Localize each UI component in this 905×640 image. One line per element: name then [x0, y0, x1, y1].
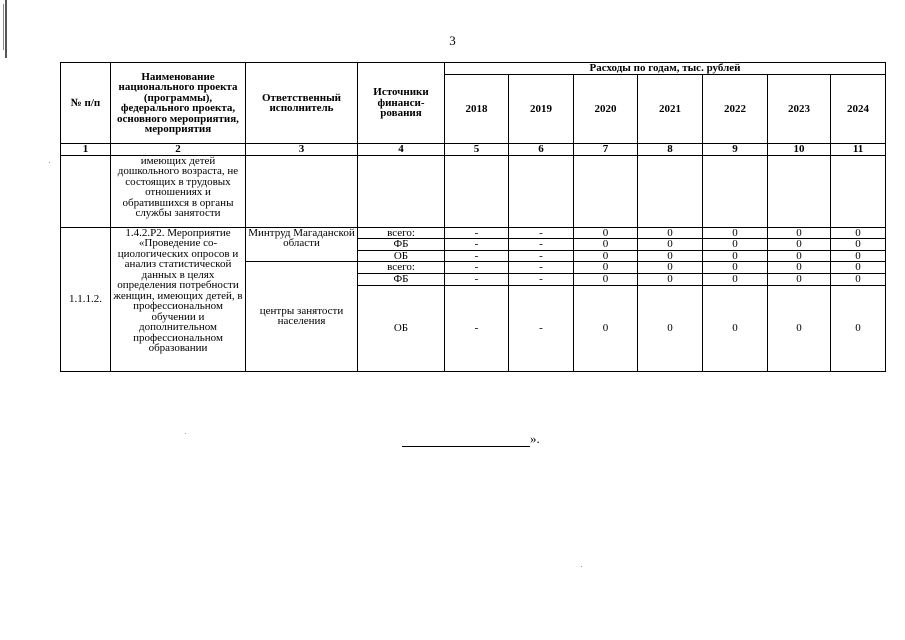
row-name: 1.4.2.Р2. Мероприятие «Проведение со-циологических опросов и анализ статистической данных в целях определения потребности женщин, имеющих детей, в профессиональном обучении и дополнительном профессиональном образовании [111, 227, 246, 371]
column-number: 9 [703, 144, 768, 156]
header-executor: Ответственный исполнитель [246, 63, 358, 144]
scan-speck [581, 566, 582, 567]
column-number: 6 [509, 144, 574, 156]
value-cell: 0 [768, 262, 831, 274]
value-cell: 0 [703, 285, 768, 371]
header-year: 2021 [638, 75, 703, 144]
page-number: 3 [449, 33, 456, 48]
value-cell: 0 [703, 250, 768, 262]
value-cell: 0 [638, 239, 703, 251]
value-cell: 0 [768, 250, 831, 262]
source-cell: ФБ [358, 239, 445, 251]
value-cell: 0 [768, 274, 831, 286]
source-cell: ОБ [358, 285, 445, 371]
value-cell: 0 [831, 250, 886, 262]
value-cell: 0 [768, 285, 831, 371]
value-cell: 0 [768, 227, 831, 239]
header-year: 2018 [445, 75, 509, 144]
column-number: 1 [61, 144, 111, 156]
value-cell: 0 [638, 250, 703, 262]
value-cell: 0 [574, 274, 638, 286]
value-cell: - [445, 274, 509, 286]
value-cell: 0 [703, 227, 768, 239]
scan-speck [185, 433, 186, 434]
header-year: 2020 [574, 75, 638, 144]
column-number: 10 [768, 144, 831, 156]
column-number: 5 [445, 144, 509, 156]
value-cell: 0 [638, 285, 703, 371]
value-cell: - [445, 285, 509, 371]
closing-mark [402, 431, 540, 447]
column-number: 8 [638, 144, 703, 156]
value-cell: 0 [831, 227, 886, 239]
value-cell: 0 [703, 239, 768, 251]
value-cell: - [509, 250, 574, 262]
value-cell: - [509, 262, 574, 274]
scan-speck [49, 162, 50, 163]
closing-underline [402, 435, 530, 447]
source-cell: ОБ [358, 250, 445, 262]
header-year: 2022 [703, 75, 768, 144]
value-cell: 0 [831, 274, 886, 286]
value-cell: 0 [574, 239, 638, 251]
value-cell: - [509, 274, 574, 286]
header-year: 2019 [509, 75, 574, 144]
value-cell: 0 [574, 250, 638, 262]
source-cell: ФБ [358, 274, 445, 286]
header-year: 2024 [831, 75, 886, 144]
table-row [61, 227, 886, 239]
value-cell: 0 [574, 262, 638, 274]
header-number: № п/п [61, 63, 111, 144]
column-number: 4 [358, 144, 445, 156]
value-cell: 0 [831, 239, 886, 251]
value-cell: 0 [703, 274, 768, 286]
value-cell: 0 [638, 274, 703, 286]
source-cell: всего: [358, 262, 445, 274]
value-cell: - [445, 227, 509, 239]
value-cell: - [445, 250, 509, 262]
value-cell: 0 [831, 262, 886, 274]
value-cell: - [509, 227, 574, 239]
column-number: 11 [831, 144, 886, 156]
value-cell: 0 [574, 227, 638, 239]
header-name: Наименование национального проекта (программы), федерального проекта, основного мероприятия, мероприятия [111, 63, 246, 144]
value-cell: 0 [831, 285, 886, 371]
column-number: 3 [246, 144, 358, 156]
value-cell: 0 [638, 262, 703, 274]
row-executor: Минтруд Магаданской области [246, 227, 358, 262]
continuation-row [61, 155, 886, 227]
column-number: 7 [574, 144, 638, 156]
source-cell: всего: [358, 227, 445, 239]
value-cell: 0 [768, 239, 831, 251]
header-sources: Источники финанси-рования [358, 63, 445, 144]
value-cell: - [509, 239, 574, 251]
value-cell: - [509, 285, 574, 371]
row-executor-2: центры занятости населения [246, 262, 358, 372]
row-number: 1.1.1.2. [61, 227, 111, 371]
value-cell: 0 [703, 262, 768, 274]
value-cell: - [445, 239, 509, 251]
header-expenses-group: Расходы по годам, тыс. рублей [445, 63, 886, 75]
header-year: 2023 [768, 75, 831, 144]
continuation-text: имеющих детей дошкольного возраста, не состоящих в трудовых отношениях и обратившихся в органы службы занятости [111, 155, 246, 227]
expenses-table [60, 62, 886, 372]
closing-quote: ». [530, 431, 540, 446]
value-cell: 0 [574, 285, 638, 371]
value-cell: - [445, 262, 509, 274]
column-number: 2 [111, 144, 246, 156]
value-cell: 0 [638, 227, 703, 239]
